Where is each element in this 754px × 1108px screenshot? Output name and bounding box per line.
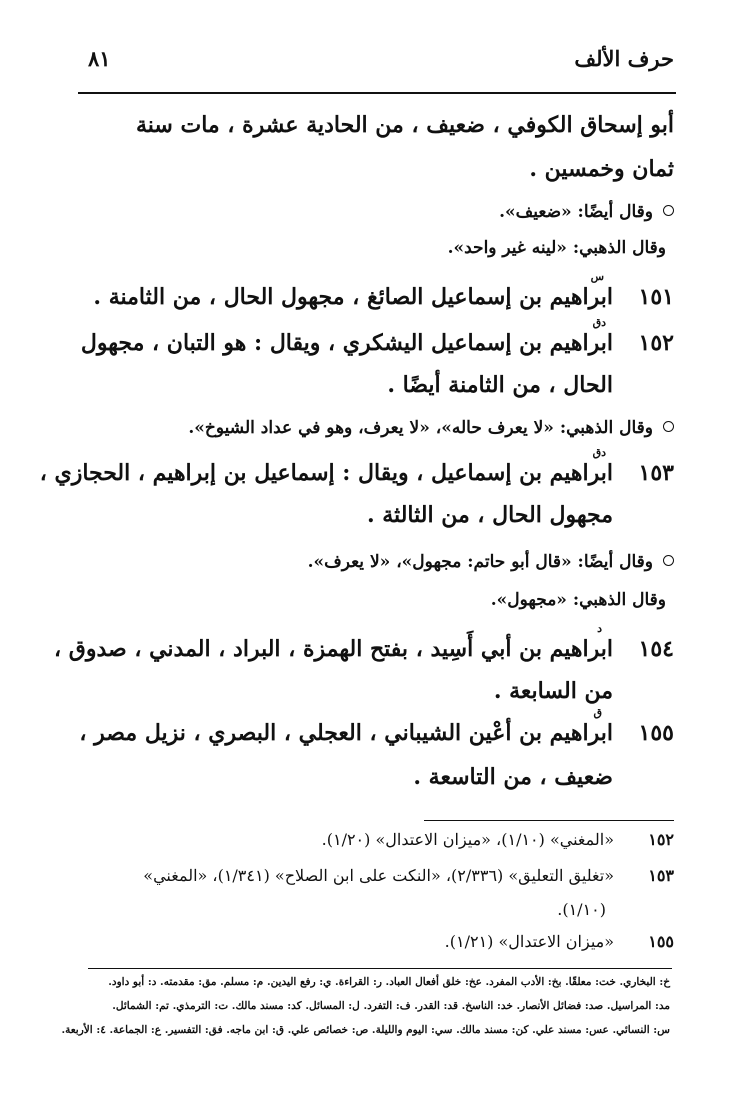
commentary-note: وقال الذهبي: «لينه غير واحد». [447, 238, 666, 258]
circle-bullet-icon [663, 555, 674, 566]
footnote [80, 866, 674, 890]
entry-line: ابراهيم بن إسماعيل الصائغ ، مجهول الحال ، من الثامنة . [93, 284, 613, 310]
footnote [80, 900, 674, 924]
footnote [80, 830, 674, 854]
entry-line: ابراهيم بن إسماعيل ، ويقال : إسماعيل بن إبراهيم ، الحجازي ، [39, 460, 613, 486]
entry-number: ١٥٣ [638, 460, 674, 486]
footnote-text: (١/١٠). [557, 900, 606, 919]
entry-line: ابراهيم بن أبي أَسِيد ، بفتح الهمزة ، البراد ، المدني ، صدوق ، [53, 636, 613, 662]
entry-sigla: دق [592, 446, 606, 459]
entry-line: ابراهيم بن إسماعيل اليشكري ، ويقال : هو التبان ، مجهول [80, 330, 613, 356]
page-header [80, 44, 674, 80]
commentary-note: وقال أيضًا: «قال أبو حاتم: مجهول»، «لا يعرف». [80, 552, 674, 572]
entry-line: من السابعة . [493, 678, 613, 704]
entry-number: ١٥٤ [638, 636, 674, 662]
circle-bullet-icon [663, 205, 674, 216]
entry-line: الحال ، من الثامنة أيضًا . [387, 372, 613, 398]
entry-number: ١٥٥ [638, 720, 674, 746]
circle-bullet-icon [663, 421, 674, 432]
footnote-number: ١٥٥ [648, 932, 674, 951]
entry-sigla: د [597, 622, 602, 635]
entry-line: ضعيف ، من التاسعة . [413, 764, 613, 790]
entry-sigla: ق [593, 706, 602, 719]
abbreviations-line: مد: المراسيل. صد: فضائل الأنصار. خد: الناسخ. قد: القدر. ف: التفرد. ل: المسائل. كد: مسند مالك. ت: الترمذي. تم: الشمائل. [112, 1000, 670, 1012]
footnote-text: «المغني» (١/١٠)، «ميزان الاعتدال» (١/٢٠). [321, 830, 614, 849]
page-number: ٨١ [88, 46, 111, 71]
footnote-text: «تغليق التعليق» (٢/٣٣٦)، «النكت على ابن الصلاح» (١/٣٤١)، «المغني» [143, 866, 614, 885]
entry-line: مجهول الحال ، من الثالثة . [366, 502, 613, 528]
entry-line: ابراهيم بن أعْين الشيباني ، العجلي ، البصري ، نزيل مصر ، [79, 720, 613, 746]
commentary-note: وقال أيضًا: «ضعيف». [80, 202, 674, 222]
header-rule [78, 92, 676, 94]
abbreviations-line: خ: البخاري. خت: معلقًا. بخ: الأدب المفرد. عخ: خلق أفعال العباد. ر: القراءة. ي: رفع اليدين. م: مسلم. مق: مقدمته. د: أبو داود. [108, 976, 670, 988]
entry-sigla: س [590, 270, 604, 283]
entry-number: ١٥١ [638, 284, 674, 310]
chapter-title: حرف الألف [574, 46, 674, 71]
continuation-line-2: ثمان وخمسين . [529, 156, 674, 182]
commentary-note: وقال الذهبي: «لا يعرف حاله»، «لا يعرف، وهو في عداد الشيوخ». [80, 418, 674, 438]
entry-sigla: دق [592, 316, 606, 329]
commentary-note: وقال الذهبي: «مجهول». [490, 590, 666, 610]
abbreviations-rule [88, 968, 672, 969]
entry-number: ١٥٢ [638, 330, 674, 356]
footnote-text: «ميزان الاعتدال» (١/٢١). [444, 932, 614, 951]
footnote-number: ١٥٣ [648, 866, 674, 885]
continuation-line-1: أبو إسحاق الكوفي ، ضعيف ، من الحادية عشرة ، مات سنة [135, 112, 674, 138]
footnote-rule [424, 820, 674, 821]
footnote-number: ١٥٢ [648, 830, 674, 849]
footnote [80, 932, 674, 956]
abbreviations-line: س: النسائي. عس: مسند علي. كن: مسند مالك. سي: اليوم والليلة. ص: خصائص علي. ق: ابن ماجه. فق: التفسير. ع: الجماعة. ٤: الأربعة. [61, 1024, 670, 1036]
